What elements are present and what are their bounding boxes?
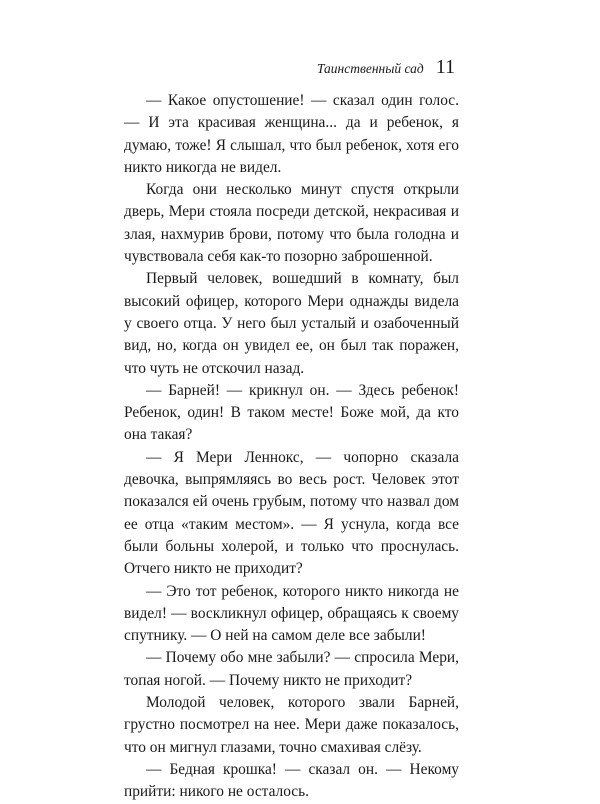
paragraph: — Я Мери Леннокс, — чопорно сказала девочка, выпрямляясь во весь рост. Человек этот показался ей очень грубым, потому что назвал дом ее отца «таким местом». — Я уснула, когда все были больны холерой, и только что проснулась. Отчего никто не приходит? <box>124 448 459 578</box>
paragraph: Молодой человек, которого звали Барней, грустно посмотрел на нее. Мери даже показалось, что он мигнул глазами, точно смахивая слёзу. <box>124 694 459 756</box>
running-title: Таинственный сад <box>317 61 424 76</box>
body-text <box>124 90 459 804</box>
paragraph: — Какое опустошение! — сказал один голос. — И эта красивая женщина... да и ребенок, я думаю, тоже! Я слышал, что был ребенок, хотя его никто никогда не видел. <box>124 92 459 176</box>
paragraph: Когда они несколько минут спустя открыли дверь, Мери стояла посреди детской, некрасивая и злая, нахмурив брови, потому что была голодна и чувствовала себя как-то позорно заброшенной. <box>124 181 459 266</box>
paragraph: — Это тот ребенок, которого никто никогда не видел! — воскликнул офицер, обращаясь к своему спутнику. — О ней на самом деле все забыли! <box>124 582 459 645</box>
paragraph: Первый человек, вошедший в комнату, был высокий офицер, которого Мери однажды видела у своего отца. У него был усталый и озабоченный вид, но, когда он увидел ее, он был так поражен, что чуть не отскочил назад. <box>124 270 459 377</box>
paragraph: — Бедная крошка! — сказал он. — Некому прийти: никого не осталось. <box>124 760 459 801</box>
paragraph: — Почему обо мне забыли? — спросила Мери, топая ногой. — Почему никто не приходит? <box>124 649 459 689</box>
paragraph: — Барней! — крикнул он. — Здесь ребенок! Ребенок, один! В таком месте! Боже мой, да кто она такая? <box>124 381 459 444</box>
running-header <box>317 56 455 79</box>
page-number: 11 <box>435 56 455 78</box>
